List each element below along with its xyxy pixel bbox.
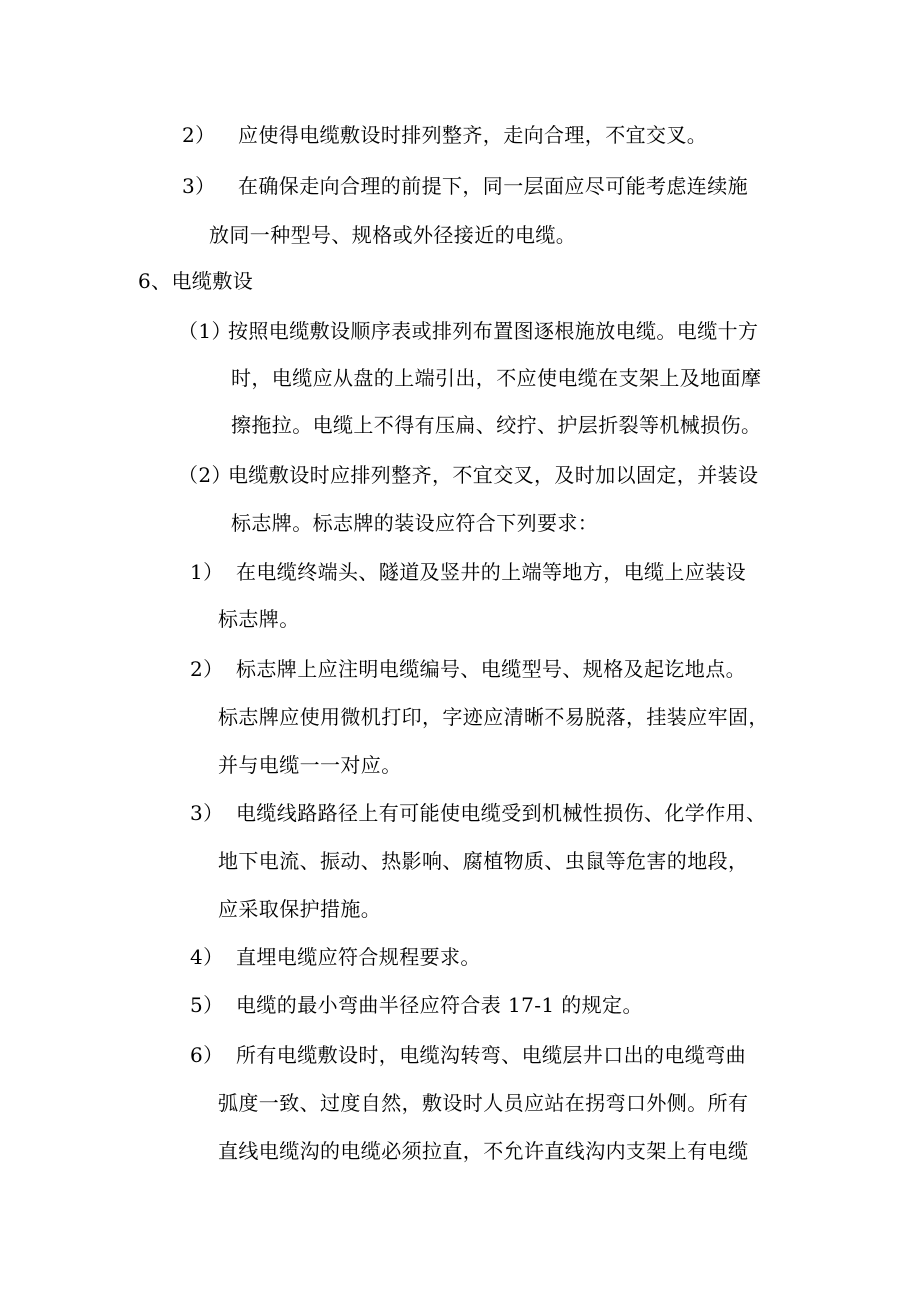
item-continuation: 擦拖拉。电缆上不得有压扁、绞拧、护层折裂等机械损伤。	[231, 413, 762, 437]
list-item	[190, 558, 746, 586]
list-item	[190, 943, 481, 971]
item-text: 在电缆终端头、隧道及竖井的上端等地方，电缆上应装设	[236, 560, 746, 584]
item-marker: 2）	[182, 123, 216, 147]
section-title: 电缆敷设	[171, 269, 254, 293]
item-continuation: 放同一种型号、规格或外径接近的电缆。	[209, 223, 577, 247]
list-item	[182, 172, 748, 200]
item-marker: 6）	[190, 1043, 224, 1067]
item-text: 应使得电缆敷设时排列整齐，走向合理，不宜交叉。	[238, 123, 708, 147]
item-text: 标志牌上应注明电缆编号、电缆型号、规格及起讫地点。	[236, 657, 746, 681]
item-text: 直埋电缆应符合规程要求。	[236, 945, 481, 969]
item-text: 电缆敷设时应排列整齐，不宜交叉，及时加以固定，并装设	[228, 463, 759, 487]
list-item	[190, 1041, 746, 1069]
list-item	[190, 991, 643, 1019]
item-marker: 3）	[182, 174, 216, 198]
item-continuation: 弧度一致、过度自然，敷设时人员应站在拐弯口外侧。所有	[218, 1091, 749, 1115]
item-text: 在确保走向合理的前提下，同一层面应尽可能考虑连续施	[238, 174, 748, 198]
item-continuation: 时，电缆应从盘的上端引出，不应使电缆在支架上及地面摩	[231, 366, 762, 390]
list-item	[182, 121, 707, 149]
list-item	[178, 461, 758, 489]
section-heading	[138, 267, 253, 295]
item-marker: 4）	[190, 945, 224, 969]
item-text: 所有电缆敷设时，电缆沟转弯、电缆层井口出的电缆弯曲	[236, 1043, 746, 1067]
item-continuation: 应采取保护措施。	[218, 897, 382, 921]
item-text: 电缆的最小弯曲半径应符合表 17-1 的规定。	[236, 993, 643, 1017]
item-marker: 2）	[190, 657, 224, 681]
item-continuation: 标志牌。	[218, 607, 300, 631]
item-continuation: 地下电流、振动、热影响、腐植物质、虫鼠等危害的地段，	[218, 849, 749, 873]
item-continuation: 标志牌。标志牌的装设应符合下列要求：	[231, 511, 599, 535]
section-number: 6、	[138, 269, 172, 293]
list-item	[190, 799, 766, 827]
item-marker: （2）	[178, 463, 232, 487]
item-text: 按照电缆敷设顺序表或排列布置图逐根施放电缆。电缆十方	[228, 319, 759, 343]
item-continuation: 直线电缆沟的电缆必须拉直，不允许直线沟内支架上有电缆	[218, 1139, 749, 1163]
item-marker: 1）	[190, 560, 224, 584]
list-item	[190, 655, 746, 683]
item-marker: 3）	[190, 801, 224, 825]
item-continuation: 并与电缆一一对应。	[218, 753, 402, 777]
list-item	[178, 317, 758, 345]
item-continuation: 标志牌应使用微机打印，字迹应清晰不易脱落，挂装应牢固，	[218, 705, 769, 729]
item-marker: （1）	[178, 319, 232, 343]
item-text: 电缆线路路径上有可能使电缆受到机械性损伤、化学作用、	[236, 801, 767, 825]
item-marker: 5）	[190, 993, 224, 1017]
